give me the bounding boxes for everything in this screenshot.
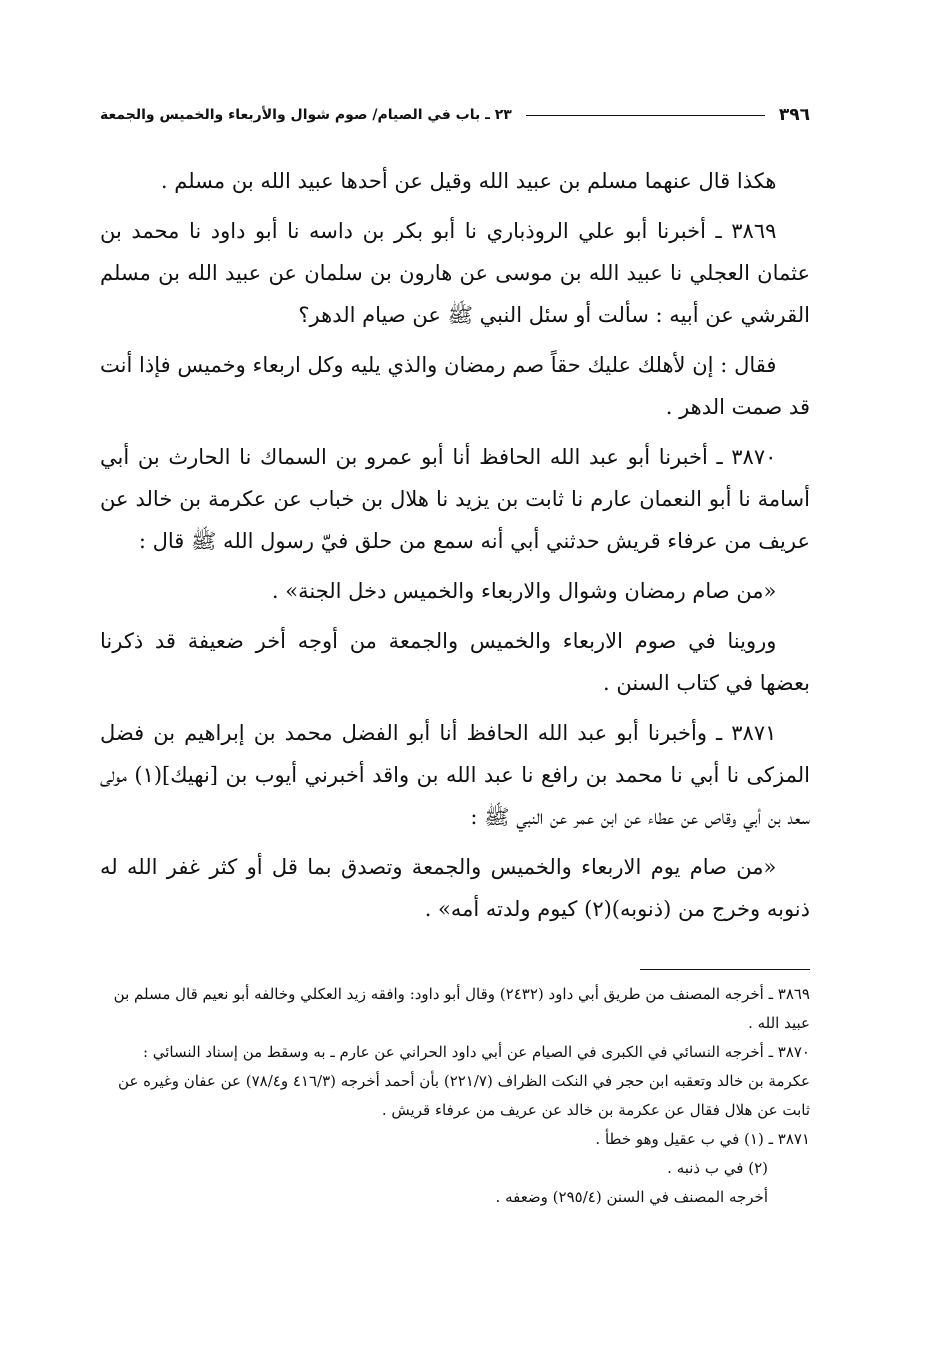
hadith-3869: ٣٨٦٩ ـ أخبرنا أبو علي الروذباري نا أبو بكر بن داسه نا أبو داود نا محمد بن عثمان العجلي نا عبيد الله بن موسى عن هارون بن سلمان عن عبيد الله بن مسلم القرشي عن أبيه : سألت أو سئل النبي ﷺ عن صيام الدهر؟	[100, 219, 810, 327]
paragraph: هكذا قال عنهما مسلم بن عبيد الله وقيل عن أحدها عبيد الله بن مسلم .	[160, 169, 777, 193]
paragraph: فقال : إن لأهلك عليك حقاً صم رمضان والذي يليه وكل اربعاء وخميس فإذا أنت قد صمت الدهر .	[100, 353, 810, 419]
main-text	[100, 160, 810, 938]
hadith-3870: ٣٨٧٠ ـ أخبرنا أبو عبد الله الحافظ أنا أبو عمرو بن السماك نا الحارث بن أبي أسامة نا أبو النعمان عارم نا ثابت بن يزيد نا هلال بن خباب عن عكرمة بن خالد عن عريف من عرفاء قريش حدثني أبي أنه سمع من حلق فيّ رسول الله ﷺ قال :	[100, 445, 810, 553]
header-rule	[526, 115, 765, 116]
quote: «من صام يوم الاربعاء والخميس والجمعة وتصدق بما قل أو كثر غفر الله له ذنوبه وخرج من (ذنوبه)(٢) كيوم ولدته أمه» .	[100, 855, 810, 921]
running-head: ٢٣ ـ باب في الصيام/ صوم شوال والأربعاء والخميس والجمعة	[100, 107, 512, 123]
footnote-3869: ٣٨٦٩ ـ أخرجه المصنف من طريق أبي داود (٢٤٣٢) وقال أبو داود: وافقه زيد العكلي وخالفه أبو نعيم قال مسلم بن عبيد الله .	[113, 985, 810, 1032]
footnotes	[100, 980, 810, 1212]
paragraph: وروينا في صوم الاربعاء والخميس والجمعة من أوجه أخر ضعيفة قد ذكرنا بعضها في كتاب السنن .	[100, 629, 810, 695]
page-number: ٣٩٦	[778, 105, 810, 125]
hadith-3871: ٣٨٧١ ـ وأخبرنا أبو عبد الله الحافظ أنا أبو الفضل محمد بن إبراهيم بن فضل المزكى نا أبي نا محمد بن رافع نا عبد الله بن واقد أخبرني أيوب بن [نهيك](١) مولى سعد بن أبي وقاص عن عطاء عن ابن عمر عن النبي ﷺ :	[100, 721, 810, 829]
page-header	[100, 100, 810, 130]
footnote-3871-3: أخرجه المصنف في السنن (٢٩٥/٤) وضعفه .	[495, 1188, 768, 1206]
quote: «من صام رمضان وشوال والاربعاء والخميس دخل الجنة» .	[271, 579, 777, 603]
footnote-3871-2: (٢) في ب ذنبه .	[667, 1159, 768, 1177]
footnote-rule	[640, 969, 810, 970]
footnote-3870: ٣٨٧٠ ـ أخرجه النسائي في الكبرى في الصيام عن أبي داود الحراني عن عارم ـ به وسقط من إسناد النسائي : عكرمة بن خالد وتعقبه ابن حجر في النكت الظراف (٢٢١/٧) بأن أحمد أخرجه (٤١٦/٣ و٧٨/٤) عن عفان وغيره عن ثابت عن هلال فقال عن عكرمة بن خالد عن عريف من عرفاء قريش .	[118, 1043, 810, 1119]
footnote-3871-1: ٣٨٧١ ـ (١) في ب عقيل وهو خطأ .	[595, 1130, 810, 1148]
